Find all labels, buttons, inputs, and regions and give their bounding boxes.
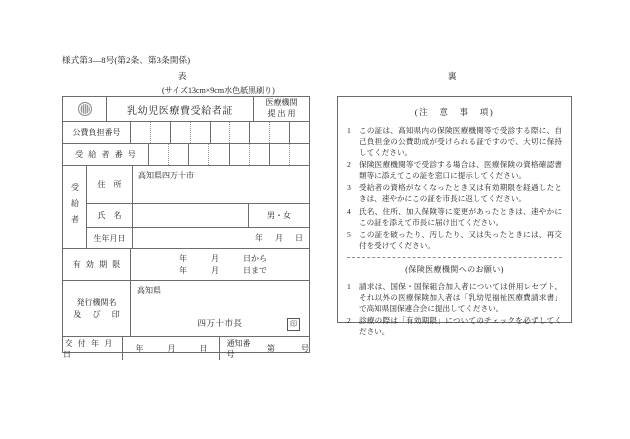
name-value-cell[interactable] (133, 204, 248, 227)
issuer-value-cell[interactable] (131, 281, 309, 336)
validity-to-year: 年 (179, 265, 187, 275)
list-item (347, 125, 562, 158)
sex-selector[interactable]: 男・女 (248, 204, 309, 227)
front-side-label: 表 (178, 71, 187, 81)
public-burden-number-grid[interactable] (131, 122, 309, 143)
grid-cell[interactable] (131, 122, 151, 143)
address-row (87, 166, 309, 204)
grid-cell[interactable] (250, 122, 270, 143)
name-row (87, 204, 309, 228)
recipient-number-row (63, 144, 309, 166)
issue-month: 月 (167, 344, 176, 353)
list-item (347, 229, 562, 251)
note-text: 受給者の資格がなくなったとき又は有効期限を経過したときは、速やかにこの証を市長に返してください。 (359, 183, 562, 204)
recipient-number-grid[interactable] (149, 144, 309, 165)
use-line-1: 医療機関 (265, 98, 298, 108)
grid-cell[interactable] (151, 122, 171, 143)
birthdate-row (87, 228, 309, 248)
section-divider (347, 257, 562, 258)
back-side-label: 裏 (448, 71, 457, 81)
grid-cell[interactable] (209, 144, 229, 165)
list-item (347, 315, 562, 337)
validity-from (179, 253, 309, 265)
issuer-label-line1: 発行機関名 (76, 298, 117, 308)
validity-to (179, 265, 309, 277)
submission-use-cell (254, 97, 309, 121)
birthdate-label: 生年月日 (87, 228, 133, 248)
grid-cell[interactable] (230, 144, 250, 165)
card-title-row (63, 97, 309, 122)
note-text: 氏名、住所、加入保険等に変更があったときは、速やかにこの証を添えて市長に届け出てください。 (359, 206, 562, 227)
issuer-row (63, 281, 309, 337)
grid-cell[interactable] (270, 122, 290, 143)
note-number: 3 (347, 183, 351, 193)
validity-row (63, 249, 309, 281)
note-text: この証を破ったり、汚したり、又は失ったときには、再交付を受けてください。 (359, 229, 562, 250)
validity-from-day: 日から (243, 253, 267, 263)
birth-month: 月 (275, 233, 283, 243)
note-number: 5 (347, 229, 351, 239)
grid-cell[interactable] (171, 122, 191, 143)
list-item (347, 159, 562, 181)
request-number: 2 (347, 316, 351, 326)
notices-title: (注 意 事 項) (414, 107, 495, 117)
validity-to-day: 日まで (243, 265, 267, 275)
grid-cell[interactable] (270, 144, 290, 165)
notices-list (347, 125, 562, 251)
public-burden-number-row (63, 122, 309, 144)
issue-date-label: 交 付 年 月 日 (63, 337, 123, 360)
size-note: (サイズ13cm×9cm水色紙黒刷り) (162, 86, 275, 95)
address-value: 高知県四万十市 (138, 171, 194, 180)
request-text: 診療の際は「有効期限」についてのチェックを必ずしてください。 (359, 316, 562, 337)
notice-number-cell[interactable] (219, 337, 309, 360)
note-text: この証は、高知県内の保険医療機関等で受診する際に、自己負担金の公費助成が受けられる証ですので、大切に保持してください。 (359, 126, 562, 158)
requests-title: (保険医療機関へのお願い) (405, 264, 504, 274)
validity-value-cell[interactable] (131, 249, 309, 280)
birth-day: 日 (295, 233, 303, 243)
recipient-side-label (63, 166, 87, 248)
grid-cell[interactable] (169, 144, 189, 165)
note-number: 1 (347, 126, 351, 135)
grid-cell[interactable] (290, 144, 309, 165)
issue-date-value-cell[interactable] (123, 337, 219, 360)
validity-from-year: 年 (179, 253, 187, 263)
note-number: 4 (347, 206, 351, 216)
validity-to-month: 月 (211, 265, 219, 275)
seal-cell (63, 97, 107, 121)
requests-list (347, 281, 562, 337)
issue-date-row (63, 337, 309, 360)
name-label: 氏 名 (87, 204, 133, 227)
list-item (347, 206, 562, 228)
recipient-side-text: 受給者 (70, 183, 80, 231)
card-title: 乳幼児医療費受給者証 (107, 97, 254, 121)
grid-cell[interactable] (211, 122, 231, 143)
notice-number-go: 号 (301, 344, 309, 353)
grid-cell[interactable] (191, 122, 211, 143)
recipient-fields (87, 166, 309, 248)
note-number: 2 (347, 160, 351, 170)
birthdate-ymd (255, 233, 303, 244)
issue-day: 日 (199, 344, 208, 353)
use-line-2: 提 出 用 (267, 109, 296, 118)
note-text: 保険医療機関等で受診する場合は、医療保険の資格確認書類等に添えてこの証を窓口に提示してください。 (359, 160, 562, 181)
issuer-label-line2: 及 び 印 (73, 309, 122, 319)
birth-year: 年 (255, 233, 263, 243)
grid-cell[interactable] (149, 144, 169, 165)
notice-number-dai: 第 (267, 344, 275, 353)
grid-cell[interactable] (290, 122, 309, 143)
request-number: 1 (347, 281, 351, 291)
issuer-mayor: 四万十市長 (197, 318, 243, 328)
address-label: 住 所 (87, 166, 133, 203)
request-text: 請求は、国保・国保組合加入者については併用レセプト、それ以外の医療保険加入者は「乳幼児福祉医療費請求書」で高知県国保連合会に提出してください。 (359, 281, 562, 314)
list-item (347, 281, 562, 314)
front-card (62, 96, 310, 359)
round-seal-icon (78, 102, 92, 116)
grid-cell[interactable] (250, 144, 270, 165)
issuer-label (63, 281, 131, 336)
recipient-number-label: 受 給 者 番 号 (63, 144, 149, 165)
birthdate-value-cell[interactable] (133, 228, 309, 248)
list-item (347, 182, 562, 204)
validity-from-month: 月 (211, 253, 219, 263)
grid-cell[interactable] (189, 144, 209, 165)
issuer-seal-icon: 印 (287, 318, 300, 331)
issue-year: 年 (135, 344, 144, 353)
form-number: 様式第3―8号(第2条、第3条関係) (62, 55, 191, 65)
validity-label: 有 効 期 限 (63, 249, 131, 280)
back-card (337, 96, 572, 337)
notice-number-label: 通知番号 (226, 338, 251, 359)
recipient-block (63, 166, 309, 249)
public-burden-number-label: 公費負担番号 (63, 122, 131, 143)
grid-cell[interactable] (230, 122, 250, 143)
address-value-cell[interactable] (133, 166, 309, 203)
issuer-prefecture: 高知県 (137, 286, 161, 295)
